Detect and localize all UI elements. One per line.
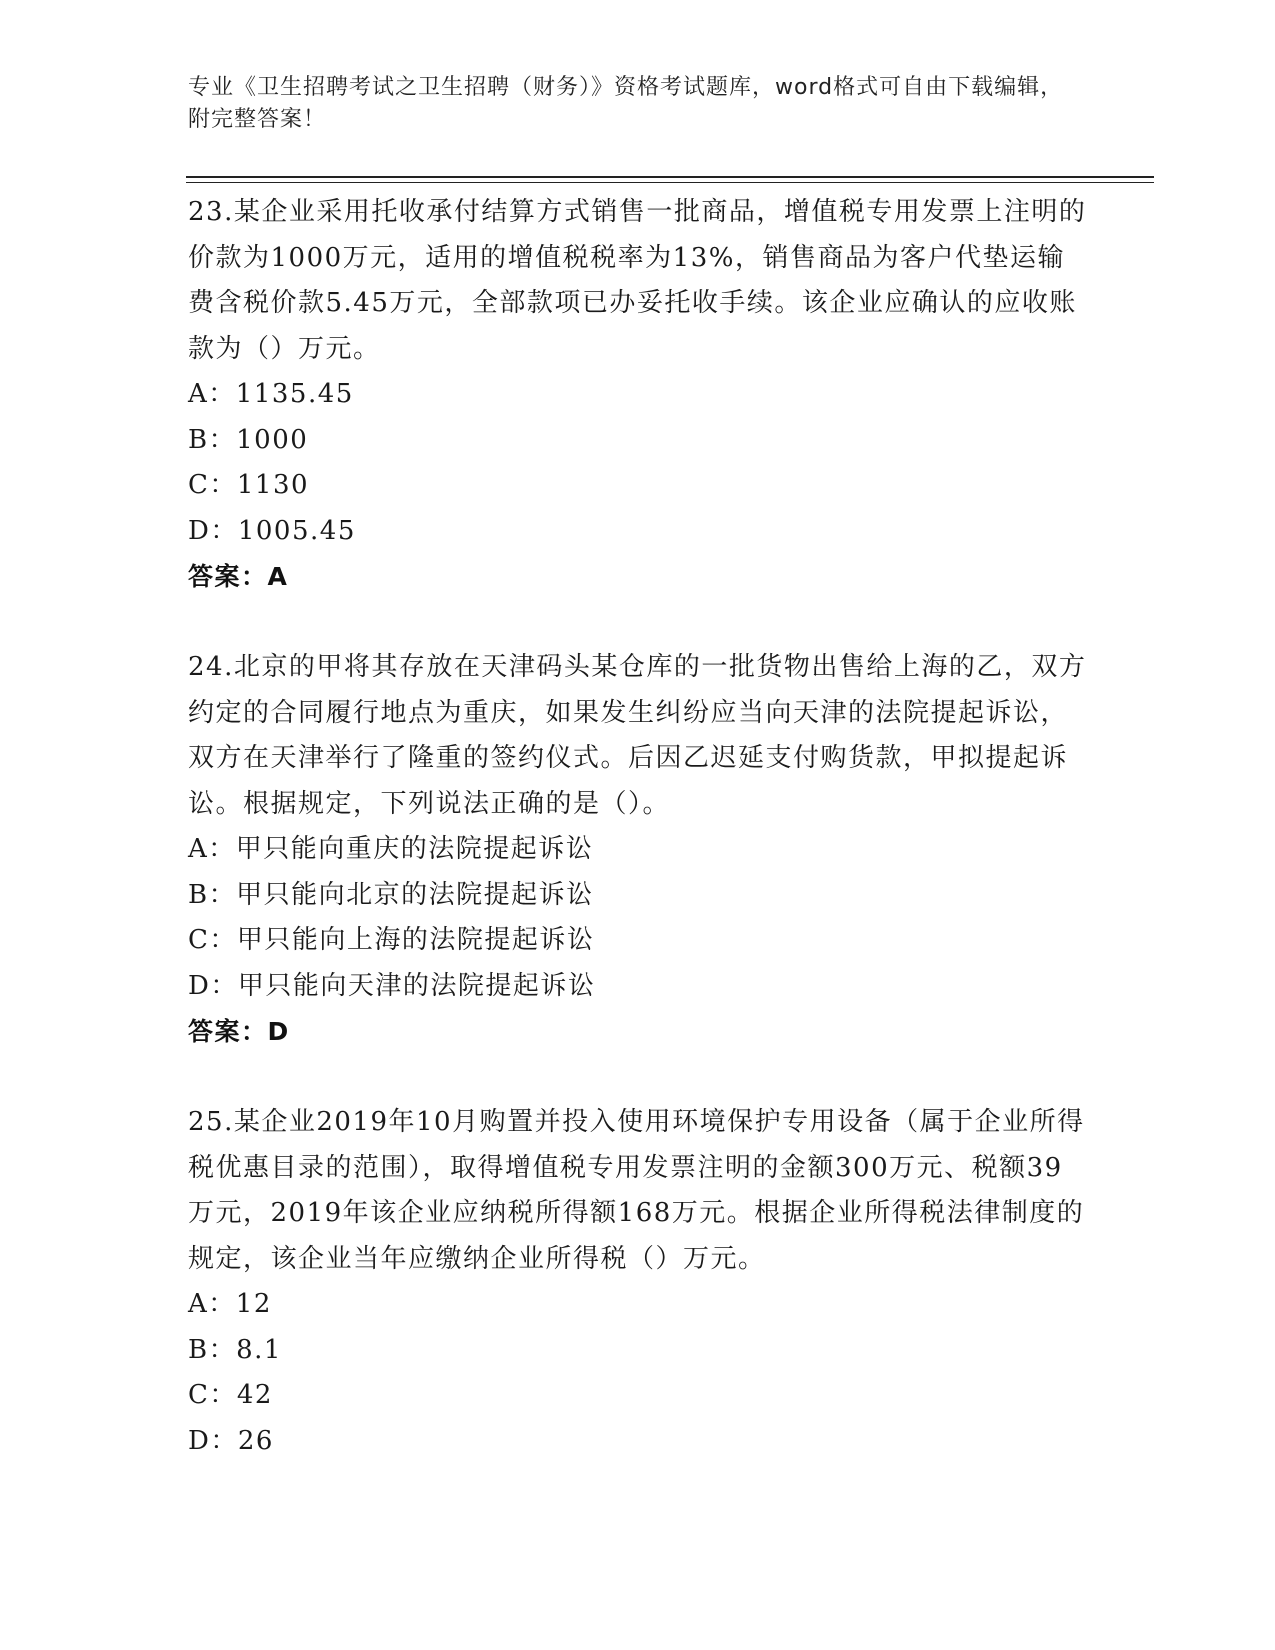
- option-a: A：甲只能向重庆的法院提起诉讼: [188, 834, 594, 864]
- question-25: [188, 1100, 1088, 1464]
- option-d: D：26: [188, 1425, 274, 1456]
- question-stem: 25.某企业2019年10月购置并投入使用环境保护专用设备（属于企业所得税优惠目录的范围），取得增值税专用发票注明的金额300万元、税额39万元，2019年该企业应纳税所得额168万元。根据企业所得税法律制度的规定，该企业当年应缴纳企业所得税（）万元。: [188, 1107, 1085, 1274]
- option-d: D：1005.45: [188, 515, 356, 546]
- option-b: B：甲只能向北京的法院提起诉讼: [188, 879, 594, 910]
- option-a: A：1135.45: [188, 379, 354, 409]
- option-d: D：甲只能向天津的法院提起诉讼: [188, 970, 596, 1001]
- option-b: B：8.1: [188, 1334, 282, 1365]
- question-stem: 23.某企业采用托收承付结算方式销售一批商品，增值税专用发票上注明的价款为1000万元，适用的增值税税率为13%，销售商品为客户代垫运输费含税价款5.45万元，全部款项已办妥托收手续。该企业应确认的应收账款为（）万元。: [188, 197, 1087, 364]
- question-24: [188, 645, 1088, 1055]
- document-header: 专业《卫生招聘考试之卫生招聘（财务）》资格考试题库，word格式可自由下载编辑，附完整答案！: [188, 75, 1064, 132]
- question-23: [188, 190, 1088, 600]
- option-c: C：甲只能向上海的法院提起诉讼: [188, 925, 595, 955]
- header-divider-thin: [186, 182, 1154, 183]
- answer-label: 答案：A: [188, 562, 289, 591]
- option-c: C：1130: [188, 470, 310, 500]
- question-stem: 24.北京的甲将其存放在天津码头某仓库的一批货物出售给上海的乙，双方约定的合同履行地点为重庆，如果发生纠纷应当向天津的法院提起诉讼，双方在天津举行了隆重的签约仪式。后因乙迟延支付购货款，甲拟提起诉讼。根据规定，下列说法正确的是（）。: [188, 652, 1087, 819]
- option-b: B：1000: [188, 424, 309, 455]
- option-c: C：42: [188, 1380, 273, 1410]
- header-divider-thick: [186, 176, 1154, 178]
- answer-label: 答案：D: [188, 1017, 290, 1046]
- option-a: A：12: [188, 1289, 272, 1319]
